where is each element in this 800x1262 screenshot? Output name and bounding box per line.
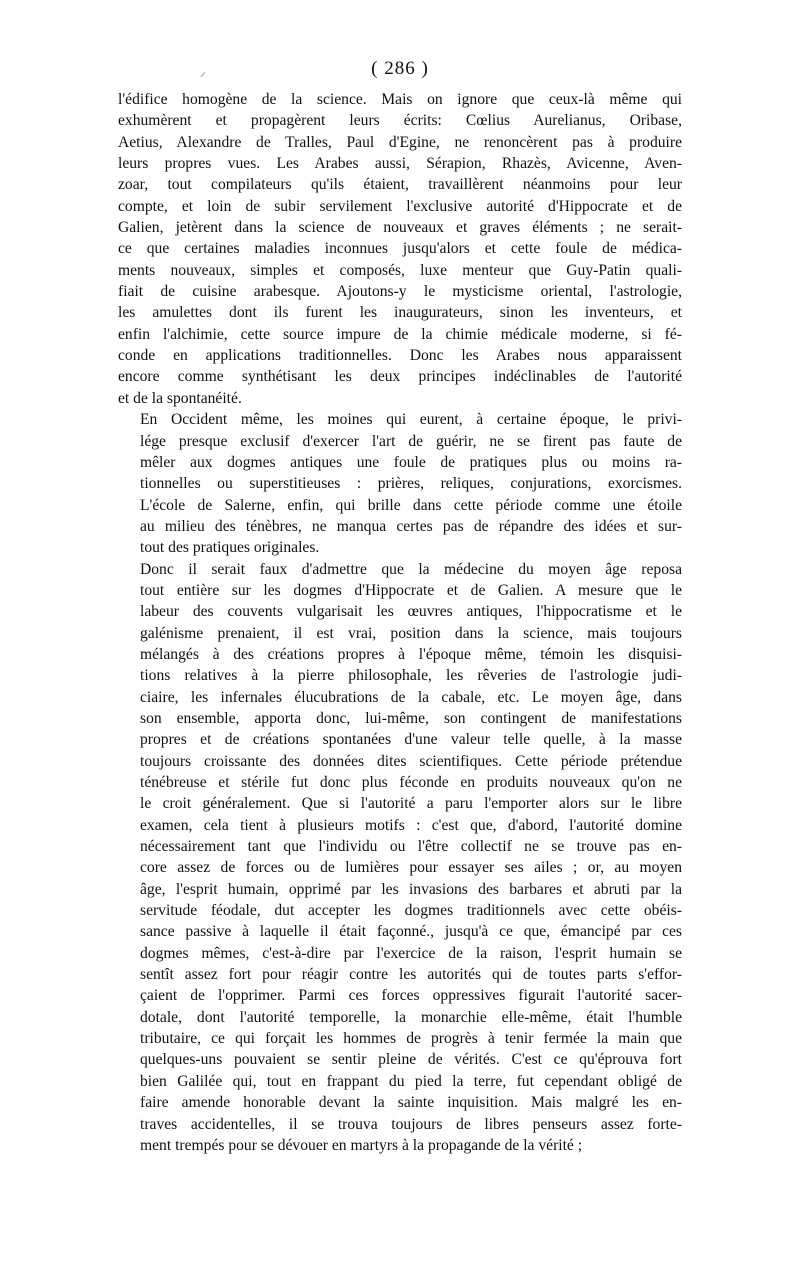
text-line: tionnelles ou superstitieuses : prières, reliques, conjurations, exorcismes. xyxy=(140,475,682,493)
text-line: labeur des couvents vulgarisait les œuvres antiques, l'hippocratisme et le xyxy=(140,603,682,621)
text-line: encore comme synthétisant les deux principes indéclinables de l'autorité xyxy=(118,368,682,386)
text-line: ce que certaines maladies inconnues jusqu'alors et cette foule de médica- xyxy=(118,240,682,258)
paragraph xyxy=(118,89,682,409)
text-line: lége presque exclusif d'exercer l'art de guérir, ne se firent pas faute de xyxy=(140,432,682,450)
text-line: dogmes mêmes, c'est-à-dire par l'exercice de la raison, l'esprit humain se xyxy=(140,944,682,962)
text-line: galénisme prenaient, il est vrai, position dans la science, mais toujours xyxy=(140,624,682,642)
text-line: En Occident même, les moines qui eurent, à certaine époque, le privi- xyxy=(140,411,682,429)
text-line: traves accidentelles, il se trouva toujours de libres penseurs assez forte- xyxy=(140,1115,682,1133)
text-line: toujours croissante des données dites scientifiques. Cette période prétendue xyxy=(140,752,682,770)
text-line: et de la spontanéité. xyxy=(118,389,242,407)
text-line: le croit généralement. Que si l'autorité a paru l'emporter alors sur le libre xyxy=(140,795,682,813)
text-line: son ensemble, apporta donc, lui-même, son contingent de manifestations xyxy=(140,709,682,727)
text-line: nécessairement tant que l'individu ou l'être collectif ne se trouve pas en- xyxy=(140,838,682,856)
text-line: l'édifice homogène de la science. Mais on ignore que ceux-là même qui xyxy=(118,91,682,108)
page-number: ( 286 ) xyxy=(371,58,429,79)
text-line: Aetius, Alexandre de Tralles, Paul d'Egine, ne renoncèrent pas à produire xyxy=(118,133,682,151)
text-line: tributaire, ce qui forçait les hommes de progrès à tenir fermée la main que xyxy=(140,1030,682,1048)
text-line: mélangés à des créations propres à l'époque même, témoin les disquisi- xyxy=(140,645,682,663)
text-line: au milieu des ténèbres, ne manqua certes pas de répandre des idées et sur- xyxy=(140,517,682,535)
text-line: ciaire, les infernales élucubrations de la cabale, etc. Le moyen âge, dans xyxy=(140,688,682,706)
text-line: examen, cela tient à plusieurs motifs : c'est que, d'abord, l'autorité domine xyxy=(140,816,682,834)
text-line: sance passive à laquelle il était façonné., jusqu'à ce que, émancipé par ces xyxy=(140,923,682,941)
text-line: tions relatives à la pierre philosophale, les rêveries de l'astrologie judi- xyxy=(140,667,682,685)
text-line: dotale, dont l'autorité temporelle, la monarchie elle-même, était l'humble xyxy=(140,1008,682,1026)
text-line: sentît assez fort pour réagir contre les autorités qui de toutes parts s'effor- xyxy=(140,966,682,984)
text-line: les amulettes dont ils furent les inaugurateurs, sinon les inventeurs, et xyxy=(118,304,682,322)
text-line: Donc il serait faux d'admettre que la médecine du moyen âge reposa xyxy=(140,560,682,578)
text-line: L'école de Salerne, enfin, qui brille dans cette période comme une étoile xyxy=(140,496,682,514)
text-line: ment trempés pour se dévouer en martyrs à la propagande de la vérité ; xyxy=(140,1136,583,1154)
text-line: ténébreuse et stérile fut donc plus féconde en produits nouveaux qu'on ne xyxy=(140,774,682,791)
text-line: enfin l'alchimie, cette source impure de la chimie médicale moderne, si fé- xyxy=(118,325,682,343)
text-line: mêler aux dogmes antiques une foule de pratiques plus ou moins ra- xyxy=(140,453,682,471)
paragraph xyxy=(118,409,682,558)
text-line: propres et de créations spontanées d'une valeur telle quelle, à la masse xyxy=(140,731,682,749)
text-line: exhumèrent et propagèrent leurs écrits: Cœlius Aurelianus, Oribase, xyxy=(118,112,682,130)
text-line: ments nouveaux, simples et composés, luxe menteur que Guy-Patin quali- xyxy=(118,261,682,279)
text-line: bien Galilée qui, tout en frappant du pied la terre, fut cependant obligé de xyxy=(140,1072,682,1090)
text-line: faire amende honorable devant la sainte inquisition. Mais malgré les en- xyxy=(140,1094,682,1112)
paragraph xyxy=(118,559,682,1157)
text-line: leurs propres vues. Les Arabes aussi, Sérapion, Rhazès, Avicenne, Aven- xyxy=(118,155,682,173)
text-line: fiait de cuisine arabesque. Ajoutons-y le mysticisme oriental, l'astrologie, xyxy=(118,283,682,301)
text-line: servitude féodale, dut accepter les dogmes traditionnels avec cette obéis- xyxy=(140,902,682,920)
text-line: zoar, tout compilateurs qu'ils étaient, travaillèrent néanmoins pour leur xyxy=(118,176,682,194)
text-line: çaient de l'opprimer. Parmi ces forces oppressives figurait l'autorité sacer- xyxy=(140,987,682,1005)
text-line: tout entière sur les dogmes d'Hippocrate et de Galien. A mesure que le xyxy=(140,581,682,599)
text-line: conde en applications traditionnelles. Donc les Arabes nous apparaissent xyxy=(118,347,682,365)
body-text xyxy=(118,89,682,1156)
text-line: tout des pratiques originales. xyxy=(140,539,320,557)
text-line: core assez de forces ou de lumières pour essayer ses ailes ; or, au moyen xyxy=(140,859,682,877)
text-line: âge, l'esprit humain, opprimé par les invasions des barbares et abruti par la xyxy=(140,880,682,898)
text-line: Galien, jetèrent dans la science de nouveaux et graves éléments ; ne serait- xyxy=(118,219,682,237)
text-line: quelques-uns pouvaient se sentir pleine de vérités. C'est ce qu'éprouva fort xyxy=(140,1051,682,1069)
text-line: compte, et loin de subir servilement l'exclusive autorité d'Hippocrate et de xyxy=(118,197,682,215)
